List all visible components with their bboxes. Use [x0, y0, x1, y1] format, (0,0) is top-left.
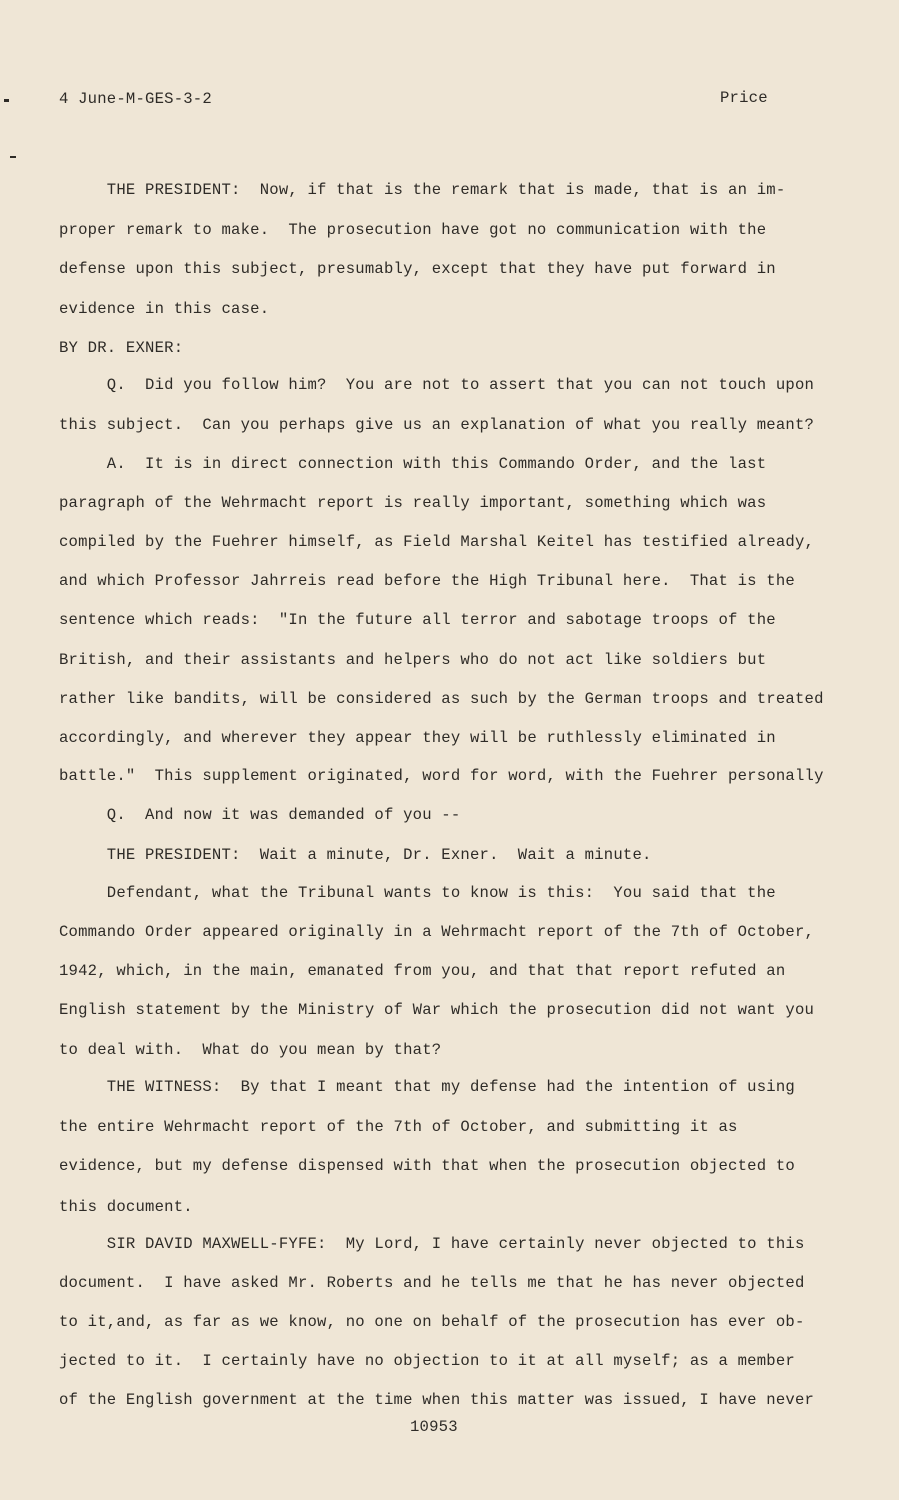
transcript-line: Q. Did you follow him? You are not to assert that you can not touch upon	[59, 376, 815, 394]
transcript-line: compiled by the Fuehrer himself, as Field Marshal Keitel has testified already,	[59, 533, 815, 551]
transcript-line: Defendant, what the Tribunal wants to know is this: You said that the	[59, 884, 776, 902]
transcript-line: document. I have asked Mr. Roberts and he tells me that he has never objected	[59, 1274, 805, 1292]
transcript-line: this document.	[59, 1198, 193, 1216]
transcript-line: the entire Wehrmacht report of the 7th of October, and submitting it as	[59, 1118, 738, 1136]
transcript-line: rather like bandits, will be considered as such by the German troops and treated	[59, 690, 824, 708]
transcript-line: proper remark to make. The prosecution have got no communication with the	[59, 221, 767, 239]
transcript-line: accordingly, and wherever they appear they will be ruthlessly eliminated in	[59, 729, 776, 747]
transcript-line: to deal with. What do you mean by that?	[59, 1041, 442, 1059]
transcript-line: to it,and, as far as we know, no one on behalf of the prosecution has ever ob-	[59, 1313, 805, 1331]
transcript-line: defense upon this subject, presumably, except that they have put forward in	[59, 260, 776, 278]
transcript-line: THE PRESIDENT: Wait a minute, Dr. Exner. Wait a minute.	[59, 846, 652, 864]
transcript-line: battle." This supplement originated, word for word, with the Fuehrer personally	[59, 767, 824, 785]
transcript-line: of the English government at the time when this matter was issued, I have never	[59, 1391, 815, 1409]
transcript-line: sentence which reads: "In the future all terror and sabotage troops of the	[59, 611, 776, 629]
transcript-line: British, and their assistants and helpers who do not act like soldiers but	[59, 651, 767, 669]
transcript-line: jected to it. I certainly have no objection to it at all myself; as a member	[59, 1352, 795, 1370]
transcript-line: BY DR. EXNER:	[59, 339, 184, 357]
transcript-line: Q. And now it was demanded of you --	[59, 806, 461, 824]
transcript-line: A. It is in direct connection with this Commando Order, and the last	[59, 455, 767, 473]
margin-mark	[4, 99, 9, 102]
transcript-line: English statement by the Ministry of War which the prosecution did not want you	[59, 1001, 815, 1019]
transcript-line: THE PRESIDENT: Now, if that is the remark that is made, that is an im-	[59, 181, 786, 199]
page-number: 10953	[410, 1418, 458, 1436]
margin-mark	[10, 156, 16, 158]
transcript-line: this subject. Can you perhaps give us an explanation of what you really meant?	[59, 416, 815, 434]
transcript-line: evidence, but my defense dispensed with that when the prosecution objected to	[59, 1157, 795, 1175]
document-reference: 4 June-M-GES-3-2	[59, 90, 212, 108]
transcript-line: and which Professor Jahrreis read before the High Tribunal here. That is the	[59, 572, 795, 590]
transcript-line: paragraph of the Wehrmacht report is really important, something which was	[59, 494, 767, 512]
reporter-name: Price	[720, 89, 768, 107]
transcript-line: evidence in this case.	[59, 300, 270, 318]
transcript-line: 1942, which, in the main, emanated from you, and that that report refuted an	[59, 962, 786, 980]
transcript-line: THE WITNESS: By that I meant that my defense had the intention of using	[59, 1078, 795, 1096]
transcript-line: SIR DAVID MAXWELL-FYFE: My Lord, I have certainly never objected to this	[59, 1235, 805, 1253]
transcript-line: Commando Order appeared originally in a Wehrmacht report of the 7th of October,	[59, 923, 815, 941]
